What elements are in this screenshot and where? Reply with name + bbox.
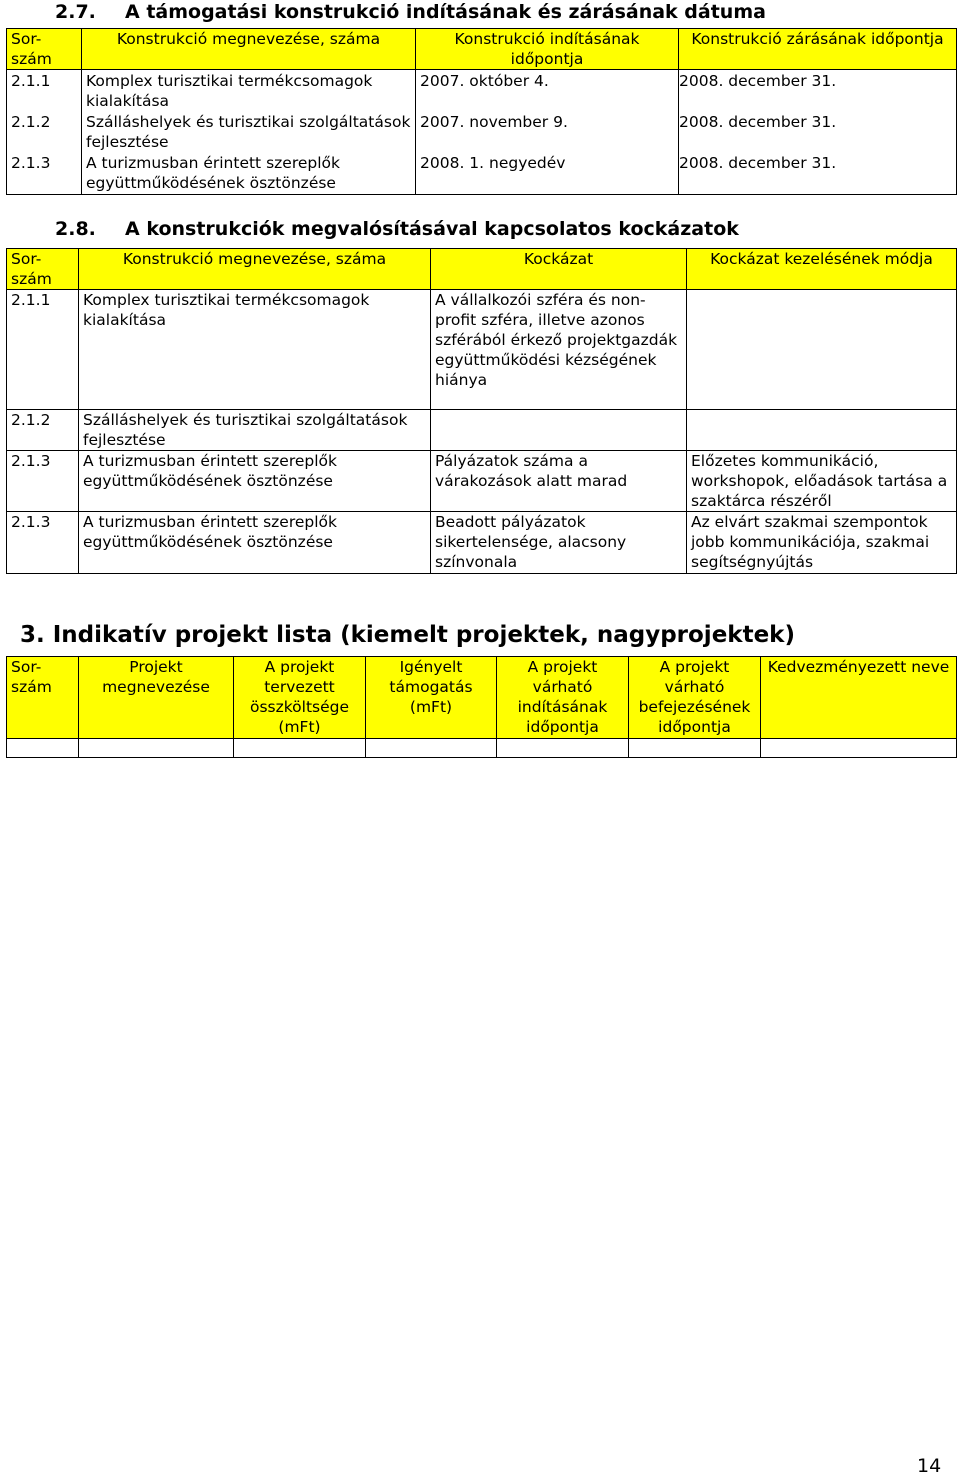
row-id: 2.1.2 — [7, 111, 82, 152]
row-end: 2008. december 31. — [679, 111, 957, 152]
table-row — [7, 451, 957, 512]
table-row — [7, 290, 957, 410]
table-row — [7, 512, 957, 574]
row-name: A turizmusban érintett szereplők együttműködésének ösztönzése — [79, 451, 431, 512]
col-header-name: Konstrukció megnevezése, száma — [82, 29, 416, 70]
empty-cell — [7, 739, 79, 758]
row-mitigation — [687, 290, 957, 410]
col-header-sorszam: Sor- szám — [7, 249, 79, 290]
row-id: 2.1.2 — [7, 410, 79, 451]
section-28-number: 2.8. — [55, 218, 96, 240]
section-28-heading — [55, 217, 739, 241]
empty-cell — [761, 739, 957, 758]
empty-cell — [497, 739, 629, 758]
row-risk: A vállalkozói szféra és non-profit szféra, illetve azonos szférából érkező projektgazdák együttműködési kézségének hiánya — [431, 290, 687, 410]
table-row — [7, 739, 957, 758]
table-row — [7, 410, 957, 451]
row-mitigation: Az elvárt szakmai szempontok jobb kommunikációja, szakmai segítségnyújtás — [687, 512, 957, 574]
row-mitigation: Előzetes kommunikáció, workshopok, előadások tartása a szaktárca részéről — [687, 451, 957, 512]
row-id: 2.1.1 — [7, 70, 82, 112]
row-risk — [431, 410, 687, 451]
row-name: Komplex turisztikai termékcsomagok kialakítása — [82, 70, 416, 112]
row-id: 2.1.3 — [7, 512, 79, 574]
row-id: 2.1.3 — [7, 152, 82, 194]
row-name: Szálláshelyek és turisztikai szolgáltatások fejlesztése — [79, 410, 431, 451]
section-27-heading — [55, 0, 766, 24]
col-header-project-name: Projekt megnevezése — [79, 657, 234, 739]
row-risk: Beadott pályázatok sikertelensége, alacsony színvonala — [431, 512, 687, 574]
col-header-name: Konstrukció megnevezése, száma — [79, 249, 431, 290]
section-3-title: 3. Indikatív projekt lista (kiemelt projektek, nagyprojektek) — [20, 622, 795, 648]
table-row — [7, 70, 957, 112]
col-header-start: Konstrukció indításának időpontja — [416, 29, 679, 70]
empty-cell — [366, 739, 497, 758]
row-id: 2.1.1 — [7, 290, 79, 410]
row-name: Szálláshelyek és turisztikai szolgáltatások fejlesztése — [82, 111, 416, 152]
row-start: 2008. 1. negyedév — [416, 152, 679, 194]
row-name: Komplex turisztikai termékcsomagok kialakítása — [79, 290, 431, 410]
project-list-table — [6, 656, 957, 758]
col-header-end-date: A projekt várható befejezésének időpontja — [629, 657, 761, 739]
col-header-beneficiary: Kedvezményezett neve — [761, 657, 957, 739]
row-end: 2008. december 31. — [679, 70, 957, 112]
section-28-title: A konstrukciók megvalósításával kapcsolatos kockázatok — [125, 218, 739, 240]
row-mitigation — [687, 410, 957, 451]
col-header-end: Konstrukció zárásának időpontja — [679, 29, 957, 70]
col-header-requested-support: Igényelt támogatás (mFt) — [366, 657, 497, 739]
empty-cell — [79, 739, 234, 758]
row-name: A turizmusban érintett szereplők együttműködésének ösztönzése — [82, 152, 416, 194]
row-start: 2007. október 4. — [416, 70, 679, 112]
col-header-sorszam: Sor- szám — [7, 29, 82, 70]
launch-close-dates-table — [6, 28, 957, 195]
row-id: 2.1.3 — [7, 451, 79, 512]
table-row — [7, 111, 957, 152]
table-row — [7, 152, 957, 194]
col-header-start-date: A projekt várható indításának időpontja — [497, 657, 629, 739]
row-name: A turizmusban érintett szereplők együttműködésének ösztönzése — [79, 512, 431, 574]
risks-table — [6, 248, 957, 574]
row-start: 2007. november 9. — [416, 111, 679, 152]
empty-cell — [629, 739, 761, 758]
table-header-row — [7, 29, 957, 70]
table-header-row — [7, 657, 957, 739]
empty-cell — [234, 739, 366, 758]
row-risk: Pályázatok száma a várakozások alatt marad — [431, 451, 687, 512]
col-header-sorszam: Sor- szám — [7, 657, 79, 739]
col-header-total-cost: A projekt tervezett összköltsége (mFt) — [234, 657, 366, 739]
section-27-number: 2.7. — [55, 1, 96, 23]
col-header-risk: Kockázat — [431, 249, 687, 290]
table-header-row — [7, 249, 957, 290]
page-number: 14 — [917, 1455, 942, 1477]
row-end: 2008. december 31. — [679, 152, 957, 194]
section-27-title: A támogatási konstrukció indításának és zárásának dátuma — [125, 1, 766, 23]
col-header-mitigation: Kockázat kezelésének módja — [687, 249, 957, 290]
